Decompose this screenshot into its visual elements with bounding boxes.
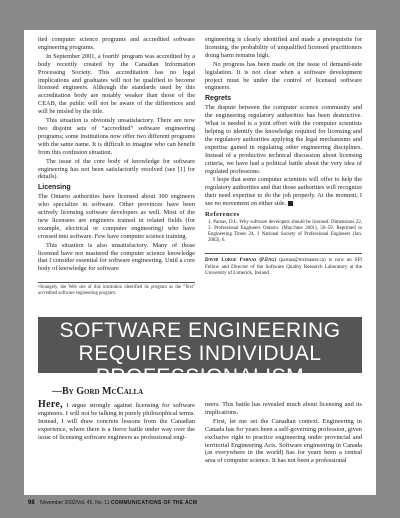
bottom-left-column	[38, 401, 195, 443]
reference-item: 1. Parnas, D.L. Why software developers should be licensed. Dimensions 22, 3. Professional Engineers Ontario. (May/June 2001), 56–59. Reprinted in Engineering Times 24, 1 National Society of Professional Engineers (Jan. 2002), 6.	[208, 219, 362, 244]
author-email: (parnas@mcmaster.ca)	[279, 257, 326, 264]
section-heading-regrets: Regrets	[205, 95, 232, 103]
paragraph: This situation is obviously unsatisfactory. There are now two disjoint sets of “accredited” software engineering programs; some institutions now offer two different programs with the same name. It is difficult to imagine who can benefit from this confusion situation.	[38, 117, 195, 156]
paragraph: In September 2001, a fourth¹ program was accredited by a body recently created by the Canadian Information Processing Society. This accreditation has no legal implications and graduates will not be qualified to become licensed engineers. Although the standards used by this accreditation body are notably weaker than those of the CEAB, the public will not be aware of the differences and will be misled by the title.	[38, 52, 195, 116]
paragraph: This situation is also unsatisfactory. Many of those licensed have not mastered the computer science knowledge that I consider essential for software engineering. Until a core body of knowledge for software	[38, 241, 195, 273]
title-word: REQUIRES	[78, 342, 193, 365]
author-name: David Lorge Parnas (P.Eng)	[205, 257, 277, 264]
new-article-body	[38, 401, 362, 491]
page-footer	[28, 500, 197, 506]
references-heading: References	[205, 211, 240, 219]
end-of-article-icon: c	[288, 201, 293, 206]
magazine-page	[24, 30, 376, 495]
lead-in: Here,	[38, 399, 63, 410]
section-heading-licensing: Licensing	[38, 184, 71, 192]
title-line-2	[38, 342, 362, 365]
bottom-right-column	[205, 401, 362, 466]
paragraph: ited computer science programs and accredited software engineering programs.	[38, 36, 195, 51]
footnote: ¹Strangely, the Web site of this institution identified its program as the “first” accredited software engineering program.	[38, 282, 195, 297]
journal-title: COMMUNICATIONS OF THE ACM	[110, 500, 198, 506]
author-bio-text: is now an SFI Fellow and Director of the Software Quality Research Laboratory at the University of Limerick, Ireland.	[205, 257, 363, 276]
article-title-banner	[38, 317, 362, 388]
title-line-1: SOFTWARE ENGINEERING	[59, 319, 341, 342]
paragraph: No progress has been made on the issue of demand-side legislation. It is not clear when a software development project must be under the control of licensed software engineers.	[205, 60, 362, 92]
paragraph: The dispute between the computer science community and the engineering regulatory authorities has been destructive. What is needed is a joint effort with the computer scientists helping to identify the knowledge required for licensing and the regulatory authorities applying the legal mechanisms and expertise gained in regulating other engineering disciplines. Instead of a productive technical discussion about licensing criteria, we have had a political battle about the very idea of regulated professions.	[205, 104, 362, 175]
paragraph-final	[205, 176, 362, 208]
article-byline: —By Gord McCalla	[52, 386, 144, 397]
paragraph: First, let me set the Canadian context. Engineering in Canada has for years been a self-governing profession, given exclusive right to practice engineering under provincial and territorial Engineering Acts. Software engineering in Canada (as everywhere in the world) has for years been a central area of computer science. It has not been a professional	[205, 417, 362, 465]
paragraph-text: I argue strongly against licensing for software engineers. I will not be talking in purely philosophical terms. Instead, I will draw concrete lessons from the Canadian experience, where there is a fierce battle under way over the issue of licensing software engineers as professional engi-	[38, 402, 195, 441]
paragraph: The issue of the core body of knowledge for software engineering has not been satisfactorily resolved (see [1] for details).	[38, 157, 195, 181]
paragraph: The Ontario authorities have licensed about 300 engineers who specialize in software. Other provinces have been actively licensing software developers as well. Most of the new licensees are engineers trained in related fields (for example, electrical or computer engineering) who have crossed into software. Few have computer science training.	[38, 193, 195, 240]
paragraph: engineering is clearly identified and made a prerequisite for licensing, the probability of unqualified licensed practitioners doing harm remains high.	[205, 36, 362, 59]
top-right-column	[205, 36, 362, 276]
author-bio	[205, 253, 362, 276]
opening-paragraph	[38, 401, 195, 442]
top-article-continuation	[38, 36, 362, 316]
page-number: 98	[28, 500, 35, 506]
top-left-column	[38, 36, 195, 297]
paragraph: neers. This battle has revealed much about licensing and its implications.	[205, 401, 362, 416]
title-line-3: PROFESSIONALISM	[95, 365, 305, 388]
paragraph-text: I hope that some computer scientists will offer to help the regulatory authorities and that those authorities will recognize their need expertise to do the job properly. At the moment, I see no movement on either side.	[205, 176, 362, 208]
title-word: INDIVIDUAL	[198, 342, 322, 365]
issue-info: November 2002/Vol. 45, No. 11	[40, 500, 110, 506]
